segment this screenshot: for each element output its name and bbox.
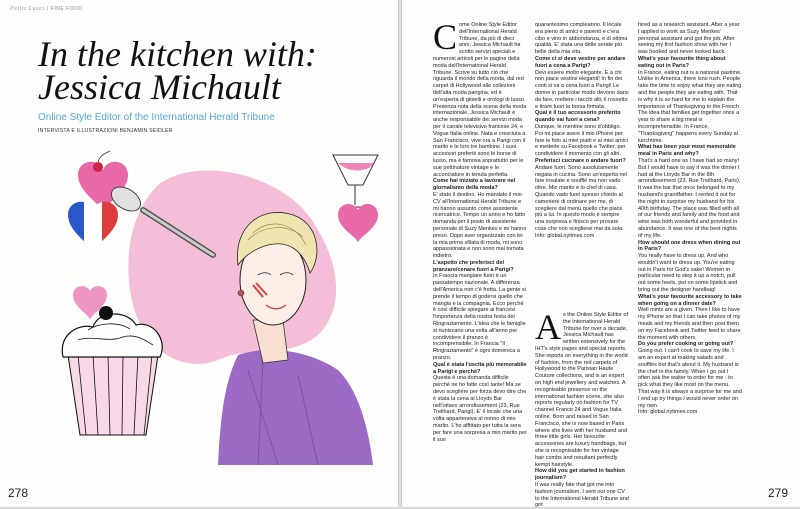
italian-question: Come hai iniziato a lavorare nel giornalismo della moda?	[433, 178, 516, 192]
italian-question: Qual è il tuo accessorio preferito quando vai fuori a cena?	[535, 110, 621, 124]
english-question: How should one dress when dining out in Paris?	[638, 239, 741, 253]
english-answer: It was really fate that got me into fashion journalism. I sent out one CV to the International Herald Tribune and got	[535, 481, 629, 509]
glass-icon	[333, 155, 378, 207]
italian-column-1	[433, 17, 527, 502]
cupcake-icon	[62, 306, 162, 435]
illustration	[48, 145, 398, 465]
title-line-2: Jessica Michault	[38, 67, 281, 107]
italian-answer: Questa è una domanda difficile perché ne ho fatte così tante! Ma se devo scegliere per forza devo dire che è stata la cena al Lloyds Bar nell'ottavo arrondissement (23, Rue Treilhard, Parigi). E' il locale che una volta apparteneva al nonno di mio marito. L'ho affittato per tutta la sera per fare una sorpresa a mio marito per il suo	[433, 375, 527, 443]
english-question: What's your favourite accessory to take when going on a dinner date?	[638, 293, 742, 307]
page-number-left: 278	[8, 486, 29, 500]
english-answer: In France, eating out is a national pastime. Unlike in America, there isno rush. People take the time to enjoy what they are eating and the people they are eating with. That is why it is so hard for me to explain the importance of Thanksgiving to the French. The idea that families get together once a year to share a big meal is incomprehensible. In France, "Thanksgiving" happens every Sunday at lunchtime.	[638, 69, 742, 144]
left-page	[0, 0, 398, 507]
english-column-1	[535, 307, 629, 509]
header-divider: |	[47, 6, 51, 12]
italian-answer: E' stato il destino. Ho mandato il mio CV all'International Herald Tribune e mi hanno assunto come assistente ricercatrice. Tempo un anno e ho fatto domanda per il posto di assistente personale di Suzy Menkes e mi hanno preso. Dopo aver organizzato con lei la mia prima sfilata di moda, mi sono appassionata e non sono mai tornata indietro.	[433, 191, 527, 260]
dropcap-a: A	[535, 307, 561, 347]
english-column-2	[638, 22, 742, 502]
english-question: Do you prefer cooking or going out?	[638, 341, 734, 348]
italian-answer: Andare fuori. Sono assolutamente negata in cucina. Sono un'esperta nel fare insalate e soufflé ma non vado oltre. Mio marito è lo chef di casa. Quando vado fuori spesso chiedo al cameriere di ordinare per me, di scegliere dal menù quello che piace più a lui. In questo modo è sempre una sorpresa e finisco per provare cose che non sceglierei mai da sola.	[535, 164, 627, 232]
page-number-right: 279	[768, 486, 789, 500]
italian-answer: Devi essere molto elegante. E a chi non piace vestirsi eleganti! In fin dei conti si va a cena fuori a Parigi! Le donne in particolar modo devono darsi da fare, mettere i tacchi alti, il rossetto e tirare fuori la borsa firmata.	[535, 69, 629, 110]
italian-column-2	[535, 22, 629, 312]
french-flag-heart-icon	[66, 195, 120, 255]
english-answer: Going out. I can't cook to save my life. I am an expert at making salads and soufflés but that's about it. My husband is the chef in the family. When I go out I often ask the waiter to order for me - to pick what they like most on the menu. That way it is always a surprise for me and I end up try things I would never order on my own.	[638, 348, 742, 409]
italian-answer: In Francia mangiare fuori è un passatempo nazionale. A differenza dell'America non c'è fretta. La gente si prende il tempo di godersi quello che mangia e la compagnia. Ecco perché è così difficile spiegare ai francesi l'importanza della nostra festa del Ringraziamento. L'idea che le famiglie si riuniscano una volta all'anno per condividere il pranzo è incomprensibile. In Francia "Il Ringraziamento" è ogni domenica a pranzo.	[433, 273, 526, 362]
english-answer: You really have to dress up. And who wouldn't want to dress up. You're eating out in Paris for God's sake! Women in particular need to step it up a notch, pull out some heels, put on some lipstick and bring out the designer handbag!	[638, 253, 738, 294]
english-question: What has been your most memorable meal in Paris and why?	[638, 144, 736, 158]
earring	[238, 290, 244, 296]
article-title	[38, 34, 388, 107]
magazine-logo: Petits Luxes	[10, 6, 46, 12]
article-byline: INTERVISTA E ILLUSTRAZIONI BENJAMIN SEIDLER	[38, 128, 173, 134]
italian-question: Preferisci cucinare o andare fuori?	[535, 157, 626, 164]
italian-question: L'aspetto che preferisci del pranzare/cenare fuori a Parigi?	[433, 259, 514, 273]
italian-paragraph: quarantesimo compleanno. Il locale era pieno di amici e parenti e c'era cibo e vino in abbondanza, e di ottima qualità. E' stata una delle serate più belle della mia vita.	[535, 22, 628, 56]
english-question: How did you get started in fashion journalism?	[535, 468, 625, 482]
dropcap-c: C	[433, 17, 458, 57]
title-line-1: In the kitchen with:	[38, 34, 317, 74]
english-question: What's your favourite thing about eating out in Paris?	[638, 55, 726, 69]
english-answer: That's a hard one as I have had so many! But I would have to say it was the dinner I had at the Lloyds Bar in the 8th arrondissement (23, Rue Treilhard, Paris). It was the bar that once belonged to my husband's grandfather. I rented it out for the night to surprise my husband for his 40th birthday. The place was filled with all of our friends and family and the food and wine was both wonderful and provided in abundance. It was one of the best nights of my life.	[638, 157, 741, 239]
english-answer: Well mints are a given. Then I like to have my iPhone so that I can take photos of my meals and my friends and then post them on my Facebook and Twitter feed to share the moment with others.	[638, 307, 741, 341]
magazine-header	[10, 6, 83, 12]
italian-question: Qual è stata l'uscita più memorabile a Parigi e perché?	[433, 361, 527, 375]
right-heart-icon	[338, 204, 378, 243]
purple-dress	[218, 350, 373, 465]
info-link: Info: global.nytimes.com	[535, 232, 595, 239]
english-intro: As the Online Style Editor of the International Herald Tribune for over a decade, Jessica Michault has written extensively for the IHT's style pages and special reports. She reports on everything in the world of fashion, from the red carpets of Hollywood to the Parisian Haute Couture collections, and is an expert on high end jewellery and watches. A recognisable presence on the international fashion scene, she also reports regularly on fashion for TV channel France 24 and Vogue Italia online. Born and raised in San Francisco, she is now based in Paris where she lives with her husband and three little girls. Her favourite accessories are luxury handbags, but she is recognisable for her vintage hair combs and resultant perfectly kempt hairstyle.	[535, 307, 629, 468]
italian-answer: Dunque, le mentine sono d'obbligo. Poi mi piace avere il mio iPhone per fare le foto ai miei piatti e ai miei amici e metterle su Facebook e Twitter, per condividere il momento con gli altri.	[535, 123, 628, 158]
italian-intro: Come Online Style Editor dell'International Herald Tribune, da più di dieci anni, Jessica Michault ha scritto servizi speciali e numerosi articoli per le pagine della moda dell'International Herald Tribune. Scrive su tutto ciò che riguarda il mondo della moda, dal red carpet di Hollywood alle collezioni dell'alta moda parigina, ed è un'esperta di gioielli e orologi di lusso. Presenza nota della scena della moda internazionale, Jessica Michault è anche responsabile dei servizi moda per il canale televisivo francese 24, e Vogue Italia online. Nata e cresciuta a San Francisco, vive ora a Parigi con il marito e le loro tre bambine. I suoi accessori preferiti sono le borse di lusso, ma è famosa soprattutto per le sue pettinature vintage e le acconciature in tenuta perfetta.	[433, 17, 527, 178]
italian-question: Come ci si deve vestire per andare fuori a cena a Parigi?	[535, 55, 626, 69]
info-link: Info: global.nytimes.com	[638, 409, 698, 416]
section-label: FINE FOOD	[50, 6, 83, 12]
english-paragraph: hired as a research assistant. After a year I applied to work as Suzy Menkes' personal assistant and got the job. After seeing my first fashion show with her I was hooked and never looked back.	[638, 22, 740, 56]
article-subtitle: Online Style Editor of the International Herald Tribune	[38, 112, 275, 123]
